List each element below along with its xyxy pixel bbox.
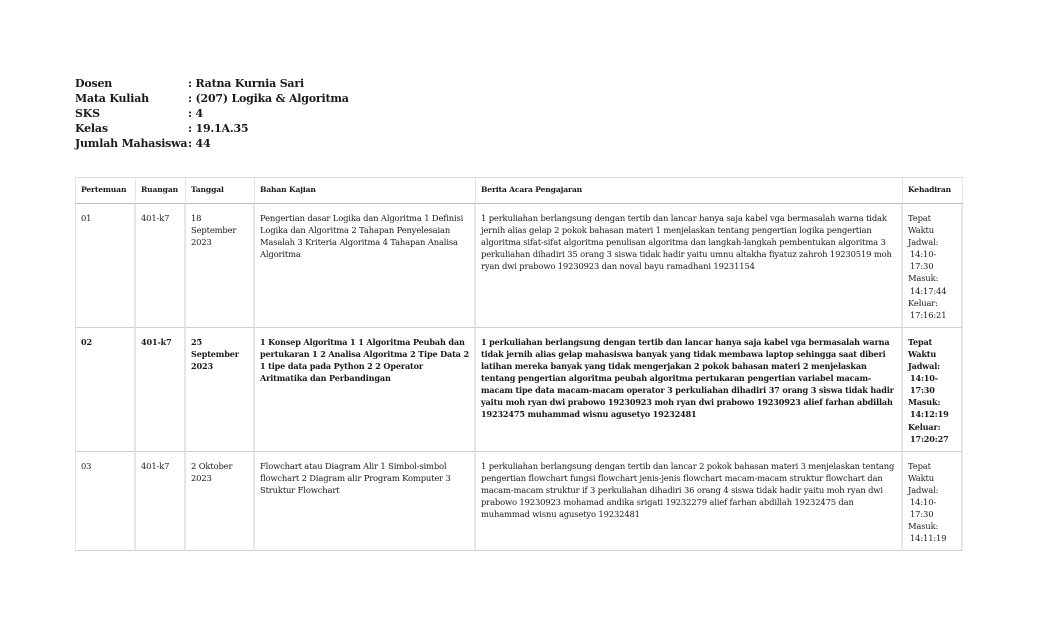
check-out-time: 17:16:21	[910, 309, 947, 320]
cell-kehadiran	[903, 452, 963, 552]
schedule-label: Jadwal:	[908, 237, 939, 248]
attendance-status: Tepat Waktu	[908, 460, 934, 483]
info-label: SKS	[75, 107, 100, 120]
info-label: Dosen	[75, 77, 113, 90]
info-row-sks	[75, 106, 349, 121]
schedule-time: 14:10-17:30	[910, 496, 937, 520]
cell-bahan-kajian: 1 Konsep Algoritma 1 1 Algoritma Peubah dan pertukaran 1 2 Analisa Algoritma 2 Tipe Data 2 1 tipe data pada Python 2 2 Operator Aritmatika dan Perbandingan	[255, 328, 476, 452]
check-in-time: 14:11:19	[910, 533, 947, 544]
cell-tanggal: 18 September 2023	[186, 204, 255, 328]
cell-ruangan: 401-k7	[136, 328, 186, 452]
check-out-label: Keluar:	[908, 421, 941, 432]
header-bahan-kajian: Bahan Kajian	[255, 177, 476, 204]
cell-kehadiran	[903, 204, 963, 328]
table-header-row	[75, 177, 963, 204]
info-value: : Ratna Kurnia Sari	[188, 77, 304, 90]
info-label: Jumlah Mahasiswa	[75, 137, 188, 150]
attendance-status: Tepat Waktu	[908, 336, 937, 359]
table-row	[75, 452, 963, 552]
cell-ruangan: 401-k7	[136, 452, 186, 552]
course-info	[75, 76, 349, 151]
check-out-label: Keluar:	[908, 297, 938, 308]
info-row-dosen	[75, 76, 349, 91]
schedule-label: Jadwal:	[908, 361, 940, 372]
cell-berita-acara: 1 perkuliahan berlangsung dengan tertib dan lancar hanya saja kabel vga bermasalah warna tidak jernih alias gelap 2 pokok bahasan materi 1 menjelaskan tentang pengertian logika pengertian algoritma sifat-sifat algoritma penulisan algoritma dan langkah-langkah pembentukan algoritma 3 perkuliahan dihadiri 35 orang 3 siswa tidak hadir yaitu umnu altakha fiyatuz zahroh 19230519 moh ryan dwi prabowo 19230923 dan noval bayu ramadhani 19231154	[476, 204, 903, 328]
info-label: Kelas	[75, 122, 108, 135]
info-value: : 4	[188, 107, 203, 120]
cell-tanggal: 25 September 2023	[186, 328, 255, 452]
cell-berita-acara: 1 perkuliahan berlangsung dengan tertib dan lancar hanya saja kabel vga bermasalah warna tidak jernih alias gelap mahasiswa banyak yang tidak membawa laptop sehingga saat diberi latihan mereka banyak yang tidak mengerjakan 2 pokok bahasan materi 2 menjelaskan tentang pengertian algoritma peubah algoritma pertukaran pengertian variabel macam-macam tipe data macam-macam operator 3 perkuliahan dihadiri 37 orang 3 siswa tidak hadir yaitu moh ryan dwi prabowo 19230923 moh ryan dwi prabowo 19230923 alief farhan abdillah 19232475 muhammad wisnu agusetyo 19232481	[476, 328, 903, 452]
cell-bahan-kajian: Flowchart atau Diagram Alir 1 Simbol-simbol flowchart 2 Diagram alir Program Komputer 3 Struktur Flowchart	[255, 452, 476, 552]
check-in-time: 14:12:19	[910, 409, 949, 420]
schedule-time: 14:10-17:30	[910, 249, 937, 272]
check-in-label: Masuk:	[908, 397, 941, 408]
attendance-status: Tepat Waktu	[908, 213, 934, 236]
schedule-time: 14:10-17:30	[910, 373, 938, 396]
cell-pertemuan: 01	[75, 204, 136, 328]
table-row	[75, 328, 963, 452]
cell-pertemuan: 02	[75, 328, 136, 452]
header-ruangan: Ruangan	[136, 177, 186, 204]
header-berita-acara: Berita Acara Pengajaran	[476, 177, 903, 204]
info-label: Mata Kuliah	[75, 92, 149, 105]
header-tanggal: Tanggal	[186, 177, 255, 204]
schedule-label: Jadwal:	[908, 484, 939, 495]
cell-berita-acara: 1 perkuliahan berlangsung dengan tertib dan lancar 2 pokok bahasan materi 3 menjelaskan tentang pengertian flowchart fungsi flowchart jenis-jenis flowchart macam-macam struktur flowchart dan macam-macam struktur if 3 perkuliahan dihadiri 36 orang 4 siswa tidak hadir yaitu moh ryan dwi prabowo 19230923 mohamad andika srigati 19232279 alief farhan abdillah 19232475 dan muhammad wisnu agusetyo 19232481	[476, 452, 903, 552]
schedule-table	[75, 177, 963, 551]
info-row-jumlah-mahasiswa	[75, 136, 349, 151]
cell-tanggal: 2 Oktober 2023	[186, 452, 255, 552]
info-row-kelas	[75, 121, 349, 136]
info-value: : (207) Logika & Algoritma	[188, 92, 349, 105]
check-out-time: 17:20:27	[910, 433, 949, 444]
check-in-label: Masuk:	[908, 521, 939, 532]
check-in-label: Masuk:	[908, 273, 939, 284]
info-value: : 19.1A.35	[188, 122, 249, 135]
header-kehadiran: Kehadiran	[903, 177, 963, 204]
table-row	[75, 204, 963, 328]
info-value: : 44	[188, 137, 211, 150]
cell-ruangan: 401-k7	[136, 204, 186, 328]
cell-pertemuan: 03	[75, 452, 136, 552]
check-in-time: 14:17:44	[910, 285, 947, 296]
cell-kehadiran	[903, 328, 963, 452]
header-pertemuan: Pertemuan	[75, 177, 136, 204]
info-row-mata-kuliah	[75, 91, 349, 106]
cell-bahan-kajian: Pengertian dasar Logika dan Algoritma 1 Definisi Logika dan Algoritma 2 Tahapan Penyelesaian Masalah 3 Kriteria Algoritma 4 Tahapan Analisa Algoritma	[255, 204, 476, 328]
